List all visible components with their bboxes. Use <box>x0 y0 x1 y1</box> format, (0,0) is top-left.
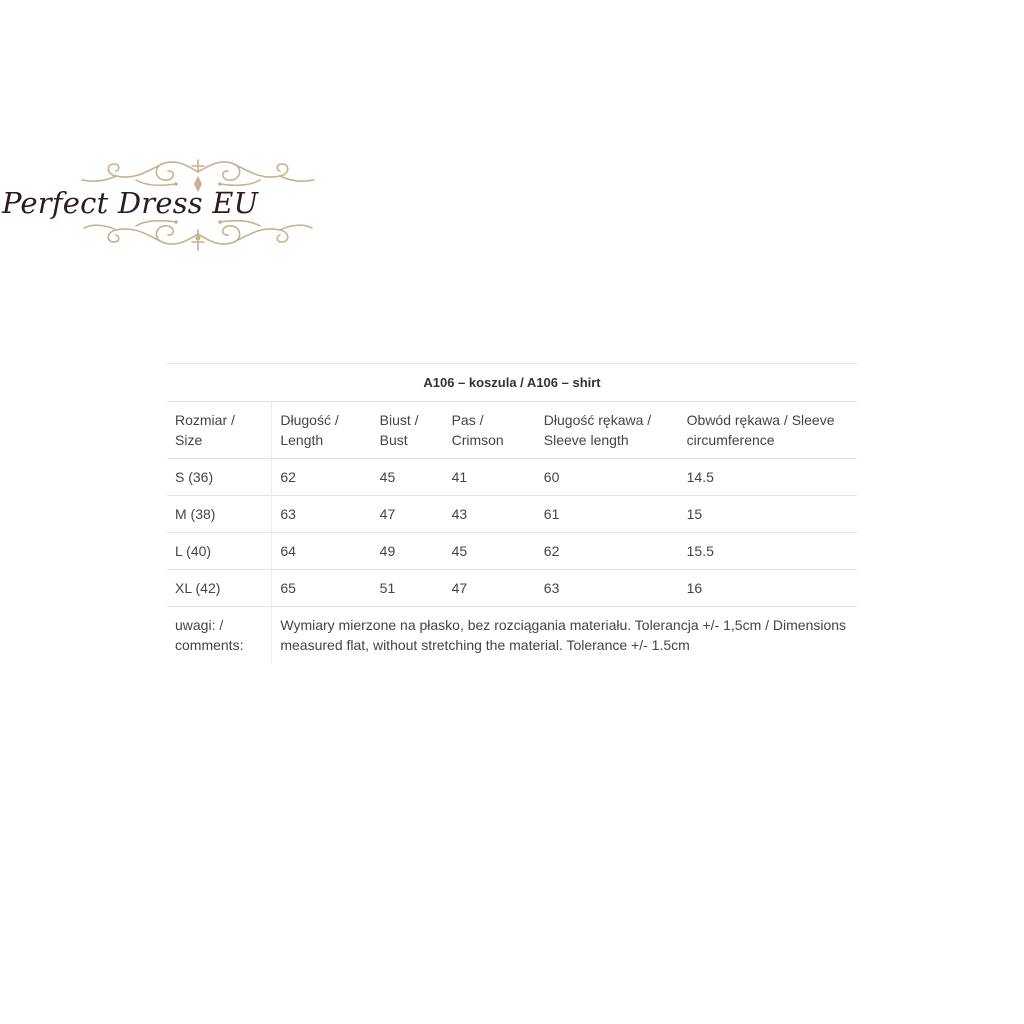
cell-sleeve-circumference: 15 <box>679 496 857 533</box>
cell-bust: 47 <box>372 496 444 533</box>
cell-length: 64 <box>272 533 372 570</box>
cell-sleeve-length: 63 <box>536 570 679 607</box>
table-comments-row <box>167 607 857 664</box>
cell-size: XL (42) <box>167 570 272 607</box>
header-bust: Biust / Bust <box>372 402 444 459</box>
table-row <box>167 533 857 570</box>
cell-waist: 41 <box>444 459 536 496</box>
cell-sleeve-length: 61 <box>536 496 679 533</box>
header-sleeve-circumference: Obwód rękawa / Sleeve circumference <box>679 402 857 459</box>
table-title-row <box>167 364 857 402</box>
table-row <box>167 570 857 607</box>
table-row <box>167 496 857 533</box>
cell-size: S (36) <box>167 459 272 496</box>
header-length: Długość / Length <box>272 402 372 459</box>
size-chart-table <box>167 363 857 664</box>
header-waist: Pas / Crimson <box>444 402 536 459</box>
table-row <box>167 459 857 496</box>
cell-sleeve-circumference: 16 <box>679 570 857 607</box>
cell-waist: 45 <box>444 533 536 570</box>
cell-length: 65 <box>272 570 372 607</box>
header-sleeve-length: Długość rękawa / Sleeve length <box>536 402 679 459</box>
cell-waist: 43 <box>444 496 536 533</box>
brand-logo-text: Perfect Dress EU <box>2 186 259 220</box>
comments-label: uwagi: / comments: <box>167 607 272 664</box>
header-size: Rozmiar / Size <box>167 402 272 459</box>
cell-length: 62 <box>272 459 372 496</box>
cell-size: L (40) <box>167 533 272 570</box>
cell-sleeve-length: 62 <box>536 533 679 570</box>
cell-size: M (38) <box>167 496 272 533</box>
cell-bust: 45 <box>372 459 444 496</box>
cell-bust: 51 <box>372 570 444 607</box>
comments-text: Wymiary mierzone na płasko, bez rozciągania materiału. Tolerancja +/- 1,5cm / Dimensions measured flat, without stretching the material. Tolerance +/- 1.5cm <box>272 607 857 664</box>
table-header-row <box>167 402 857 459</box>
table-title: A106 – koszula / A106 – shirt <box>167 364 857 402</box>
cell-length: 63 <box>272 496 372 533</box>
cell-waist: 47 <box>444 570 536 607</box>
cell-bust: 49 <box>372 533 444 570</box>
cell-sleeve-circumference: 14.5 <box>679 459 857 496</box>
cell-sleeve-length: 60 <box>536 459 679 496</box>
cell-sleeve-circumference: 15.5 <box>679 533 857 570</box>
